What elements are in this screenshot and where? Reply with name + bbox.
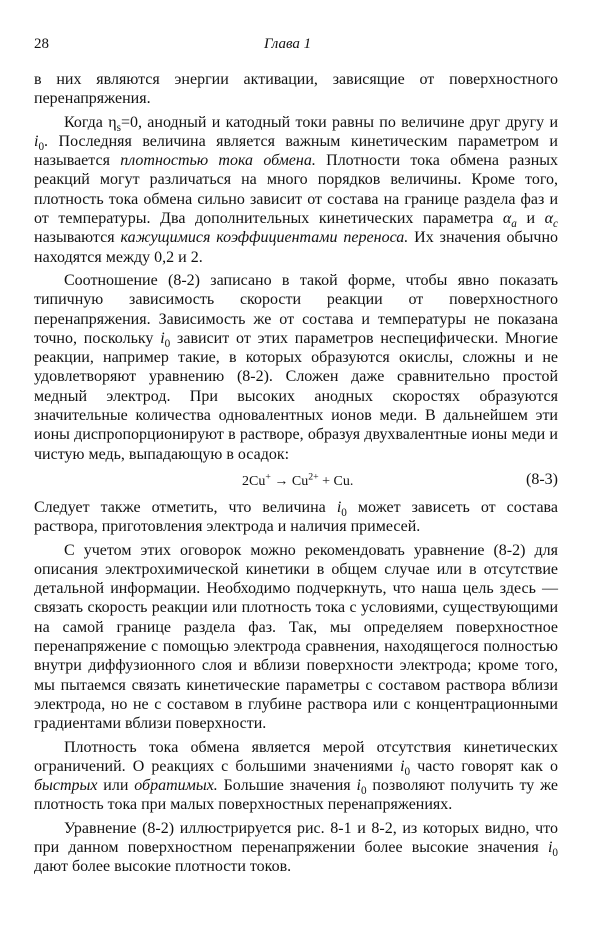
- paragraph-recommendation: [34, 541, 558, 734]
- text-run: обратимых.: [134, 777, 218, 795]
- text-run: 0: [38, 141, 45, 154]
- page-number: 28: [34, 36, 49, 52]
- text-run: часто говорят как о: [410, 757, 558, 775]
- text-run: i: [336, 498, 342, 516]
- equation-body: [242, 472, 353, 491]
- text-run: Соотношение (8-2) записано в такой форме, чтобы явно показать типичную зависимость скорости реакции от поверхностного перенапряжения. Зависимость же от состава и температуры не показана точно, поскольку: [34, 271, 558, 347]
- paragraph-figures: [34, 819, 558, 877]
- text-run: Плотности тока обмена разных реакций могут различаться на много порядков величины. Кроме того, плотность тока обмена сильно зависит от состава на границе раздела фаз и от температуры. Два дополнительных кинетических параметра: [34, 152, 559, 228]
- text-run: Плотность тока обмена является мерой отсутствия кинетических ограничений. О реакциях с большими значениями: [34, 738, 558, 775]
- body-text: [34, 70, 558, 881]
- text-run: С учетом этих оговорок можно рекомендовать уравнение (8-2) для описания электрохимической кинетики в общем случае или в отсутствие детальной информации. Необходимо подчеркнуть, что наша цель здесь — связать скорость реакции или плотность тока с условиями, существующими на самой границе раздела фаз. Так, мы определяем поверхностное перенапряжение с помощью электрода сравнения, находящегося полностью внутри диффузионного слоя и вблизи поверхности электрода; кроме того, мы пытаемся связать кинетические параметры с составом раствора вблизи электрода, но не с составом в глубине раствора или с концентрационными градиентами вблизи поверхности.: [34, 541, 558, 733]
- text-run: +: [265, 471, 271, 483]
- text-run: Их значения обычно находятся между 0,2 и 2.: [34, 229, 558, 266]
- paragraph-relation-8-2: [34, 271, 558, 464]
- text-run: 2Cu: [242, 473, 266, 489]
- text-run: в них являются энергии активации, зависящие от поверхностного перенапряжения.: [34, 71, 558, 108]
- text-run: Следует также отметить, что величина: [34, 498, 337, 516]
- text-run: и: [516, 210, 545, 228]
- text-run: 0: [552, 847, 558, 860]
- running-head: [34, 36, 558, 56]
- text-run: зависит от этих параметров неспецифически. Многие реакции, например такие, в которых образуются окислы, сложны и не удовлетворяют уравнению (8-2). Сложен даже сравнительно простой медный электрод. При высоких анодных скоростях образуются значительные количества одновалентных ионов меди. В дальнейшем эти ионы диспропорционируют в растворе, образуя двухвалентные ионы меди и чистую медь, выпадающую в осадок:: [34, 329, 558, 463]
- text-run: + Cu.: [318, 473, 354, 489]
- text-run: Большие значения: [217, 777, 357, 795]
- text-run: позволяют получить ту же плотность тока при малых поверхностных перенапряжениях.: [34, 777, 559, 814]
- paragraph-continuation: [34, 70, 558, 109]
- text-run: 0: [341, 507, 347, 520]
- text-run: плотностью тока обмена.: [120, 152, 316, 170]
- text-run: a: [511, 218, 517, 231]
- text-run: быстрых: [34, 777, 98, 795]
- text-run: Уравнение (8-2) иллюстрируется рис. 8-1 и 8-2, из которых видно, что при данном поверхностном перенапряжении более высокие значения: [34, 819, 558, 856]
- text-run: 0: [404, 765, 411, 778]
- text-run: → Cu: [270, 473, 309, 489]
- paragraph-exchange-current: [34, 113, 558, 267]
- text-run: или: [97, 777, 135, 795]
- text-run: Когда η: [64, 113, 117, 131]
- text-run: дают более высокие плотности токов.: [34, 858, 292, 876]
- text-run: s: [116, 121, 121, 134]
- equation-number: (8-3): [526, 470, 558, 488]
- text-run: 0: [164, 338, 171, 351]
- text-run: называются: [34, 229, 121, 247]
- chapter-title: Глава 1: [264, 36, 312, 52]
- paragraph-after-equation: [34, 498, 558, 537]
- text-run: . Последняя величина является важным кинетическим параметром и называется: [34, 132, 558, 170]
- text-run: α: [544, 210, 554, 228]
- text-run: c: [553, 218, 559, 231]
- text-run: α: [502, 210, 512, 228]
- text-run: может зависеть от состава раствора, приготовления электрода и наличия примесей.: [34, 498, 558, 536]
- paragraph-kinetic-limitations: [34, 738, 558, 815]
- text-run: i: [356, 777, 361, 795]
- text-run: i: [547, 838, 553, 856]
- text-run: i: [160, 329, 165, 347]
- text-run: 0: [360, 785, 367, 798]
- text-run: i: [400, 757, 405, 775]
- text-run: i: [34, 132, 39, 150]
- equation-8-3: [34, 468, 558, 494]
- text-run: =0, анодный и катодный токи равны по величине друг другу и: [120, 113, 559, 131]
- text-run: кажущимися коэффициентами переноса.: [120, 229, 409, 247]
- text-run: 2+: [308, 471, 319, 483]
